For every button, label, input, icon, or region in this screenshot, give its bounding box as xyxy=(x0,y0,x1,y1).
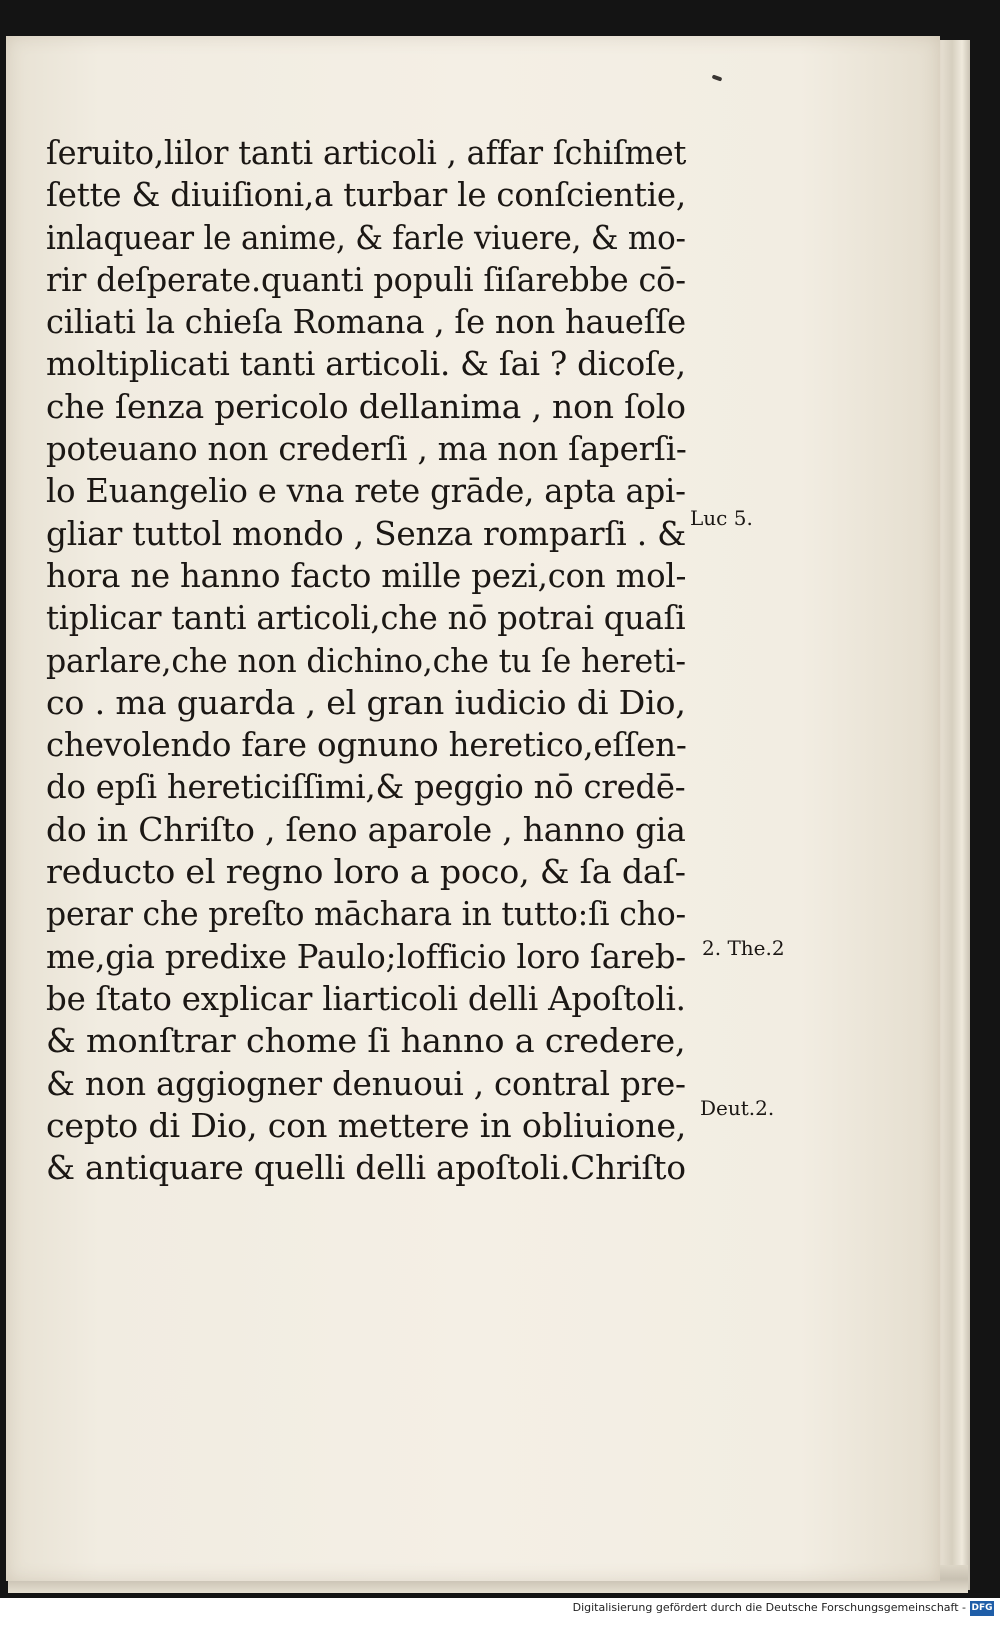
text-line: che ſenza pericolo dellanima , non ſolo xyxy=(46,386,686,426)
dfg-logo: DFG xyxy=(970,1601,994,1616)
book-page xyxy=(6,36,940,1581)
margin-note-luc: Luc 5. xyxy=(690,506,753,530)
text-line: & antiquare quelli delli apoſtoli.Chriſto xyxy=(46,1148,686,1188)
text-line: hora ne hanno facto mille pezi,con mol- xyxy=(46,555,687,595)
text-line: tiplicar tanti articoli,che nō potrai quaſi xyxy=(46,598,686,638)
text-line: & monſtrar chome ſi hanno a credere, xyxy=(46,1021,686,1061)
text-line: lo Euangelio e vna rete grāde, apta api- xyxy=(46,471,686,511)
body-text xyxy=(46,132,706,1189)
text-line: perar che preſto māchara in tutto:ſi cho- xyxy=(46,894,686,934)
text-line: parlare,che non dichino,che tu ſe hereti- xyxy=(46,640,686,680)
text-line: be ſtato explicar liarticoli delli Apoſtoli. xyxy=(46,978,686,1018)
text-line: gliar tuttol mondo , Senza romparſi . & xyxy=(46,513,687,553)
text-line: ciliati la chieſa Romana , ſe non haueſſe xyxy=(46,302,686,342)
text-line: do epſi hereticiſſimi,& peggio nō credē- xyxy=(46,767,686,807)
text-line: cepto di Dio, con mettere in obliuione, xyxy=(46,1105,687,1145)
text-line: me,gia predixe Paulo;lofficio loro ſareb- xyxy=(46,936,686,976)
margin-note-thess: 2. The.2 xyxy=(702,936,785,960)
text-line: reducto el regno loro a poco, & ſa daſ- xyxy=(46,852,686,892)
text-line: rir deſperate.quanti populi ſiſarebbe cō- xyxy=(46,259,686,299)
text-line: inlaquear le anime, & farle viuere, & mo- xyxy=(46,217,686,257)
text-line: moltiplicati tanti articoli. & ſai ? dicoſe, xyxy=(46,344,686,384)
text-line: & non aggiogner denuoui , contral pre- xyxy=(46,1063,686,1103)
funding-credit: Digitalisierung gefördert durch die Deutsche Forschungsgemeinschaft - xyxy=(572,1601,966,1614)
text-line: ſette & diuiſioni,a turbar le conſcientie, xyxy=(46,175,687,215)
text-line: chevolendo fare ognuno heretico,eſſen- xyxy=(46,725,687,765)
text-line: do in Chriſto , ſeno aparole , hanno gia xyxy=(46,809,686,849)
text-line: ſeruito,lilor tanti articoli , affar ſchiſmet xyxy=(46,133,687,172)
digitization-footer xyxy=(0,1598,1000,1625)
margin-note-deut: Deut.2. xyxy=(700,1096,775,1120)
text-line: poteuano non crederſi , ma non ſaperſi- xyxy=(46,429,687,469)
ink-mark xyxy=(712,74,723,81)
text-line: co . ma guarda , el gran iudicio di Dio, xyxy=(46,682,686,722)
